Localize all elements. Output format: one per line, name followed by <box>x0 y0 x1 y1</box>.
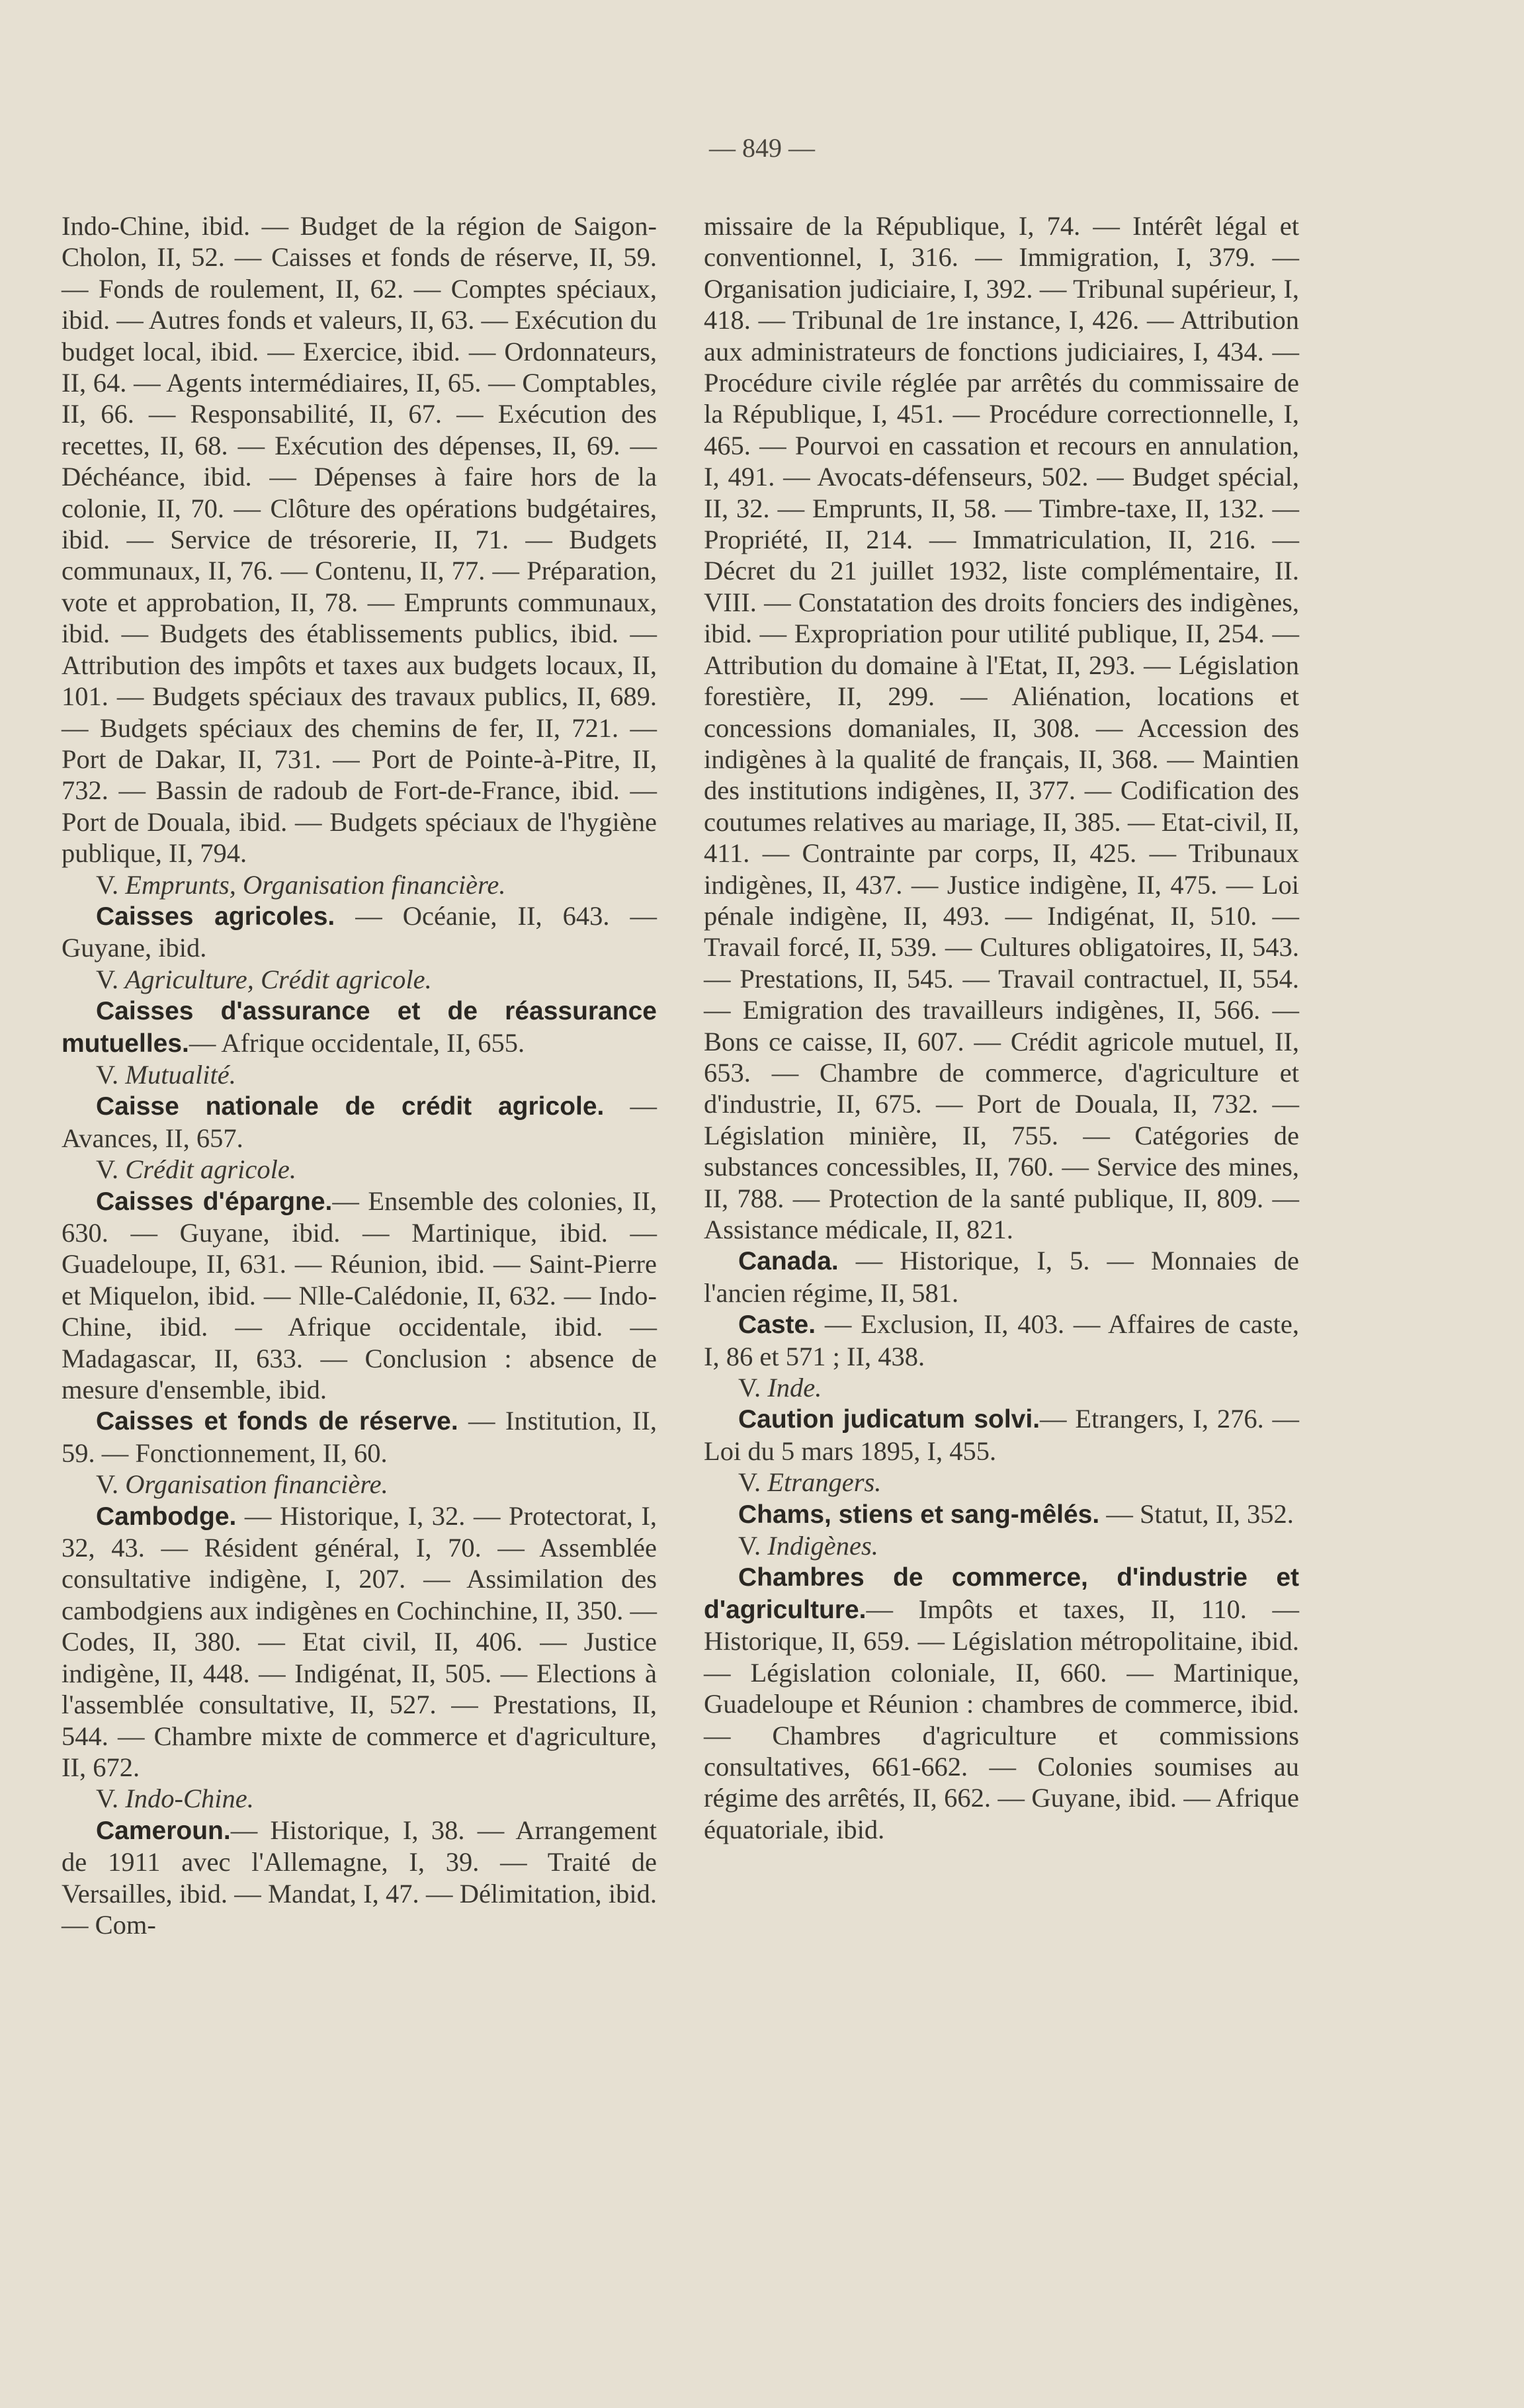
index-entry-text: — Ensemble des colonies, II, 630. — Guyane, ibid. — Martinique, ibid. — Guadeloupe, II, 631. — Réunion, ibid. — Saint-Pierre et Miquelon, ibid. — Nlle-Calédonie, II, 632. — Indo-Chine, ibid. — Afrique occidentale, ibid. — Madagascar, II, 633. — Conclusion : absence de mesure d'ensemble, ibid. <box>62 1185 657 1405</box>
index-entry-text: — Historique, I, 38. — Arrangement de 1911 avec l'Allemagne, I, 39. — Traité de Versailles, ibid. — Mandat, I, 47. — Délimitation, ibid. — Com- <box>62 1815 657 1940</box>
cross-reference-target: Etrangers. <box>767 1467 882 1498</box>
index-entry <box>62 995 657 1059</box>
index-entry <box>704 1403 1299 1467</box>
index-entry-text: — Institution, II, 59. — Fonctionnement, II, 60. <box>62 1406 657 1468</box>
index-continuation-text: missaire de la République, I, 74. — Intérêt légal et conventionnel, I, 316. — Immigration, I, 379. — Organisation judiciaire, I, 392. — Tribunal supérieur, I, 418. — Tribunal de 1re instance, I, 426. — Attribution aux administrateurs de fonctions judiciaires, I, 434. — Procédure civile réglée par arrêtés du commissaire de la République, I, 451. — Procédure correctionnelle, I, 465. — Pourvoi en cassation et recours en annulation, I, 491. — Avocats-défenseurs, 502. — Budget spécial, II, 32. — Emprunts, II, 58. — Timbre-taxe, II, 132. — Propriété, II, 214. — Immatriculation, II, 216. — Décret du 21 juillet 1932, liste complémentaire, II. VIII. — Constatation des droits fonciers des indigènes, ibid. — Expropriation pour utilité publique, II, 254. — Attribution du domaine à l'Etat, II, 293. — Législation forestière, II, 299. — Aliénation, locations et concessions domaniales, II, 308. — Accession des indigènes à la qualité de français, II, 368. — Maintien des institutions indigènes, II, 377. — Codification des coutumes relatives au mariage, II, 385. — Etat-civil, II, 411. — Contrainte par corps, II, 425. — Tribunaux indigènes, II, 437. — Justice indigène, II, 475. — Loi pénale indigène, II, 493. — Indigénat, II, 510. — Travail forcé, II, 539. — Cultures obligatoires, II, 543. — Prestations, II, 545. — Travail contractuel, II, 554. — Emigration des travailleurs indigènes, II, 566. — Bons ce caisse, II, 607. — Crédit agricole mutuel, II, 653. — Chambre de commerce, d'agriculture et d'industrie, II, 675. — Port de Douala, II, 732. — Législation minière, II, 755. — Catégories de substances concessibles, II, 760. — Service des mines, II, 788. — Protection de la santé publique, II, 809. — Assistance médicale, II, 821. <box>704 211 1299 1244</box>
index-entry <box>62 1815 657 1941</box>
index-entry-text: — Impôts et taxes, II, 110. — Historique, II, 659. — Législation métropolitaine, ibid. — Législation coloniale, II, 660. — Martinique, Guadeloupe et Réunion : chambres de commerce, ibid. — Chambres d'agriculture et commissions consultatives, 661-662. — Colonies soumises au régime des arrêtés, II, 662. — Guyane, ibid. — Afrique équatoriale, ibid. <box>704 1594 1299 1844</box>
index-entry-text: — Afrique occidentale, II, 655. <box>189 1027 525 1058</box>
cross-reference <box>62 1059 657 1090</box>
index-entry-text: — Statut, II, 352. <box>1099 1498 1294 1529</box>
cross-reference <box>704 1530 1299 1561</box>
index-heading: Caisses d'épargne. <box>96 1187 333 1216</box>
index-entry-text: — Océanie, II, 643. — Guyane, ibid. <box>62 900 657 963</box>
index-heading: Cameroun. <box>96 1816 231 1845</box>
index-entry <box>62 1405 657 1469</box>
cross-reference <box>62 1783 657 1814</box>
index-entry <box>62 1185 657 1406</box>
cross-reference-marker: V. <box>96 869 119 900</box>
cross-reference-target: Inde. <box>767 1373 822 1403</box>
cross-reference-target: Indigènes. <box>767 1531 878 1561</box>
index-heading: Caste. <box>738 1311 816 1340</box>
index-entry <box>704 1498 1299 1530</box>
cross-reference <box>62 1469 657 1500</box>
cross-reference <box>62 869 657 900</box>
index-continuation-text: Indo-Chine, ibid. — Budget de la région de Saigon-Cholon, II, 52. — Caisses et fonds de réserve, II, 59. — Fonds de roulement, II, 62. — Comptes spéciaux, ibid. — Autres fonds et valeurs, II, 63. — Exécution du budget local, ibid. — Exercice, ibid. — Ordonnateurs, II, 64. — Agents intermédiaires, II, 65. — Comptables, II, 66. — Responsabilité, II, 67. — Exécution des recettes, II, 68. — Exécution des dépenses, II, 69. — Déchéance, ibid. — Dépenses à faire hors de la colonie, II, 70. — Clôture des opérations budgétaires, ibid. — Service de trésorerie, II, 71. — Budgets communaux, II, 76. — Contenu, II, 77. — Préparation, vote et approbation, II, 78. — Emprunts communaux, ibid. — Budgets des établissements publics, ibid. — Attribution des impôts et taxes aux budgets locaux, II, 101. — Budgets spéciaux des travaux publics, II, 689. — Budgets spéciaux des chemins de fer, II, 721. — Port de Dakar, II, 731. — Port de Pointe-à-Pitre, II, 732. — Bassin de radoub de Fort-de-France, ibid. — Port de Douala, ibid. — Budgets spéciaux de l'hygiène publique, II, 794. <box>62 211 657 869</box>
cross-reference-marker: V. <box>738 1531 761 1561</box>
cross-reference <box>704 1372 1299 1403</box>
index-heading: Caisses d'assurance et de réassurance mutuelles. <box>62 997 657 1058</box>
index-heading: Caisse nationale de crédit agricole. <box>96 1092 605 1121</box>
index-heading: Caisses agricoles. <box>96 902 335 931</box>
cross-reference-marker: V. <box>96 1469 119 1500</box>
index-heading: Caution judicatum solvi. <box>738 1405 1040 1434</box>
index-entry <box>704 1309 1299 1372</box>
index-entry <box>704 1245 1299 1309</box>
index-entry <box>62 1500 657 1784</box>
index-heading: Chams, stiens et sang-mêlés. <box>738 1500 1100 1529</box>
index-entry-text: — Historique, I, 5. — Monnaies de l'ancien régime, II, 581. <box>704 1246 1299 1308</box>
index-column-right <box>704 210 1299 1845</box>
index-heading: Canada. <box>738 1247 839 1276</box>
cross-reference-target: Crédit agricole. <box>125 1154 297 1185</box>
cross-reference-target: Agriculture, Crédit agricole. <box>124 964 432 994</box>
cross-reference <box>62 1154 657 1185</box>
index-entry-text: — Etrangers, I, 276. — Loi du 5 mars 1895, I, 455. <box>704 1404 1299 1466</box>
index-entry-text: — Avances, II, 657. <box>62 1091 657 1153</box>
cross-reference-target: Emprunts, Organisation financière. <box>125 869 506 900</box>
index-heading: Chambres de commerce, d'industrie et d'agriculture. <box>704 1563 1299 1624</box>
index-entry-text: — Historique, I, 32. — Protectorat, I, 32, 43. — Résident général, I, 70. — Assemblée consultative indigène, I, 207. — Assimilation des cambodgiens aux indigènes en Cochinchine, II, 350. — Codes, II, 380. — Etat civil, II, 406. — Justice indigène, II, 448. — Indigénat, II, 505. — Elections à l'assemblée consultative, II, 527. — Prestations, II, 544. — Chambre mixte de commerce et d'agriculture, II, 672. <box>62 1500 657 1782</box>
cross-reference-marker: V. <box>96 1059 119 1090</box>
index-heading: Caisses et fonds de réserve. <box>96 1407 458 1436</box>
cross-reference-marker: V. <box>738 1373 761 1403</box>
cross-reference-marker: V. <box>738 1467 761 1498</box>
cross-reference-marker: V. <box>96 964 119 994</box>
index-entry <box>704 1561 1299 1845</box>
cross-reference-marker: V. <box>96 1784 119 1814</box>
cross-reference <box>62 964 657 995</box>
index-entry-text: — Exclusion, II, 403. — Affaires de caste, I, 86 et 571 ; II, 438. <box>704 1309 1299 1371</box>
cross-reference-target: Mutualité. <box>125 1059 236 1090</box>
cross-reference <box>704 1467 1299 1498</box>
index-column-left <box>62 210 657 1940</box>
cross-reference-target: Organisation financière. <box>125 1469 388 1500</box>
cross-reference-target: Indo-Chine. <box>125 1784 254 1814</box>
page-number: — 849 — <box>709 133 815 163</box>
index-heading: Cambodge. <box>96 1502 237 1531</box>
index-entry <box>62 1090 657 1154</box>
cross-reference-marker: V. <box>96 1154 119 1185</box>
index-entry <box>62 900 657 964</box>
